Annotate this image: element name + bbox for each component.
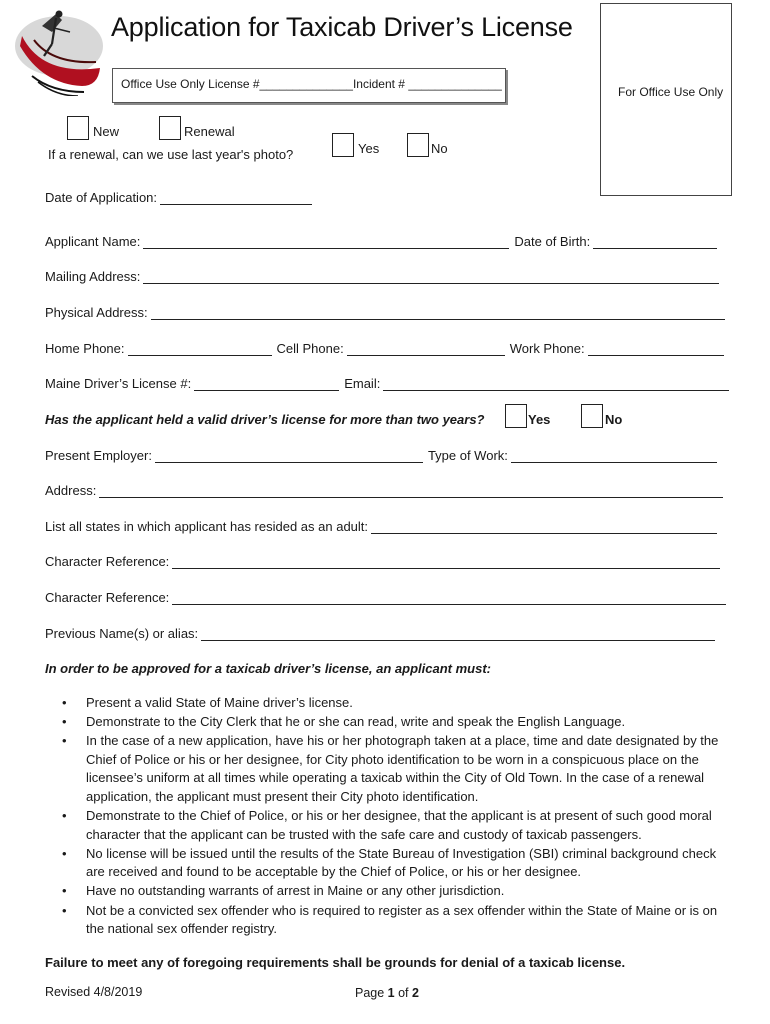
page-prefix: Page bbox=[355, 986, 388, 1000]
work-phone-input[interactable] bbox=[588, 344, 724, 356]
photo-question: If a renewal, can we use last year's photo? bbox=[48, 147, 294, 162]
present-employer-input[interactable] bbox=[155, 451, 423, 463]
requirement-item: • Present a valid State of Maine driver’s license. bbox=[60, 694, 720, 713]
states-resided-label: List all states in which applicant has resided as an adult: bbox=[45, 519, 369, 534]
requirements-list bbox=[60, 694, 720, 939]
previous-names-label: Previous Name(s) or alias: bbox=[45, 626, 199, 641]
license-yes-checkbox[interactable] bbox=[505, 404, 527, 428]
character-reference-row-1 bbox=[45, 554, 720, 569]
new-checkbox[interactable] bbox=[67, 116, 89, 140]
physical-address-label: Physical Address: bbox=[45, 305, 148, 320]
states-row bbox=[45, 519, 717, 534]
city-logo bbox=[12, 6, 106, 96]
requirement-item: • Demonstrate to the City Clerk that he or she can read, write and speak the English Language. bbox=[60, 713, 720, 732]
office-use-text: Office Use Only License #______________Incident # ______________ bbox=[121, 77, 502, 91]
mailing-address-label: Mailing Address: bbox=[45, 269, 141, 284]
applicant-name-label: Applicant Name: bbox=[45, 234, 141, 249]
states-resided-input[interactable] bbox=[371, 522, 717, 534]
present-employer-label: Present Employer: bbox=[45, 448, 152, 463]
address-input[interactable] bbox=[99, 486, 723, 498]
maine-license-label: Maine Driver’s License #: bbox=[45, 376, 192, 391]
type-of-work-input[interactable] bbox=[511, 451, 717, 463]
photo-no-label: No bbox=[431, 141, 448, 156]
page-total: 2 bbox=[412, 986, 419, 1000]
date-of-application-row bbox=[45, 190, 312, 205]
license-no-label: No bbox=[605, 412, 623, 427]
type-of-work-label: Type of Work: bbox=[427, 448, 508, 463]
requirement-item: • Have no outstanding warrants of arrest in Maine or any other jurisdiction. bbox=[60, 882, 720, 901]
page-current: 1 bbox=[387, 986, 395, 1000]
new-label: New bbox=[93, 124, 120, 139]
requirement-item: • No license will be issued until the results of the State Bureau of Investigation (SBI) criminal background check are received and found to be acceptable by the Chief of Police, or his or her designee. bbox=[60, 845, 720, 882]
license-email-row bbox=[45, 376, 729, 391]
phones-row bbox=[45, 341, 724, 356]
previous-names-row bbox=[45, 626, 715, 641]
physical-address-input[interactable] bbox=[151, 308, 725, 320]
date-of-application-label: Date of Application: bbox=[45, 190, 158, 205]
mailing-address-input[interactable] bbox=[143, 272, 719, 284]
address-row bbox=[45, 483, 723, 498]
page-of: of bbox=[394, 986, 412, 1000]
photo-yes-checkbox[interactable] bbox=[332, 133, 354, 157]
renewal-checkbox[interactable] bbox=[159, 116, 181, 140]
date-of-application-input[interactable] bbox=[160, 193, 312, 205]
photo-no-checkbox[interactable] bbox=[407, 133, 429, 157]
license-no-checkbox[interactable] bbox=[581, 404, 603, 428]
character-reference-label-2: Character Reference: bbox=[45, 590, 170, 605]
requirement-item: • In the case of a new application, have his or her photograph taken at a place, time and date designated by the Chief of Police or his or her designee, for City photo identification to be worn in a conspicuous place on the licensee’s uniform at all times while operating a taxicab within the City of Old Town. In the case of a renewal application, the applicant must present their City photo identification. bbox=[60, 732, 720, 806]
photo-box bbox=[600, 3, 732, 196]
photo-yes-label: Yes bbox=[358, 141, 380, 156]
date-of-birth-label: Date of Birth: bbox=[514, 234, 591, 249]
failure-notice: Failure to meet any of foregoing requirements shall be grounds for denial of a taxicab license. bbox=[45, 955, 626, 970]
address-label: Address: bbox=[45, 483, 97, 498]
page-title: Application for Taxicab Driver’s License bbox=[111, 12, 573, 42]
cell-phone-label: Cell Phone: bbox=[276, 341, 344, 356]
requirement-item: • Not be a convicted sex offender who is required to register as a sex offender within the State of Maine or is on the national sex offender registry. bbox=[60, 902, 720, 939]
page-number bbox=[355, 986, 419, 1000]
renewal-label: Renewal bbox=[184, 124, 235, 139]
email-input[interactable] bbox=[383, 379, 729, 391]
license-yes-label: Yes bbox=[528, 412, 551, 427]
applicant-name-input[interactable] bbox=[143, 237, 509, 249]
maine-license-input[interactable] bbox=[194, 379, 339, 391]
license-question: Has the applicant held a valid driver’s license for more than two years? bbox=[45, 412, 485, 427]
email-label: Email: bbox=[344, 376, 381, 391]
mailing-address-row bbox=[45, 269, 719, 284]
revision-date: Revised 4/8/2019 bbox=[45, 985, 143, 999]
applicant-name-row bbox=[45, 234, 717, 249]
employer-row bbox=[45, 448, 717, 463]
requirement-item: • Demonstrate to the Chief of Police, or his or her designee, that the applicant is at present of such good moral character that the applicant can be trusted with the safe care and custody of taxicab passengers. bbox=[60, 807, 720, 844]
character-reference-row-2 bbox=[45, 590, 726, 605]
requirements-heading: In order to be approved for a taxicab driver’s license, an applicant must: bbox=[45, 661, 491, 676]
date-of-birth-input[interactable] bbox=[593, 237, 717, 249]
work-phone-label: Work Phone: bbox=[509, 341, 585, 356]
photo-box-label: For Office Use Only bbox=[618, 85, 724, 99]
home-phone-label: Home Phone: bbox=[45, 341, 125, 356]
character-reference-label-1: Character Reference: bbox=[45, 554, 170, 569]
home-phone-input[interactable] bbox=[128, 344, 272, 356]
previous-names-input[interactable] bbox=[201, 629, 715, 641]
character-reference-input-1[interactable] bbox=[172, 557, 720, 569]
physical-address-row bbox=[45, 305, 725, 320]
cell-phone-input[interactable] bbox=[347, 344, 505, 356]
character-reference-input-2[interactable] bbox=[172, 593, 726, 605]
